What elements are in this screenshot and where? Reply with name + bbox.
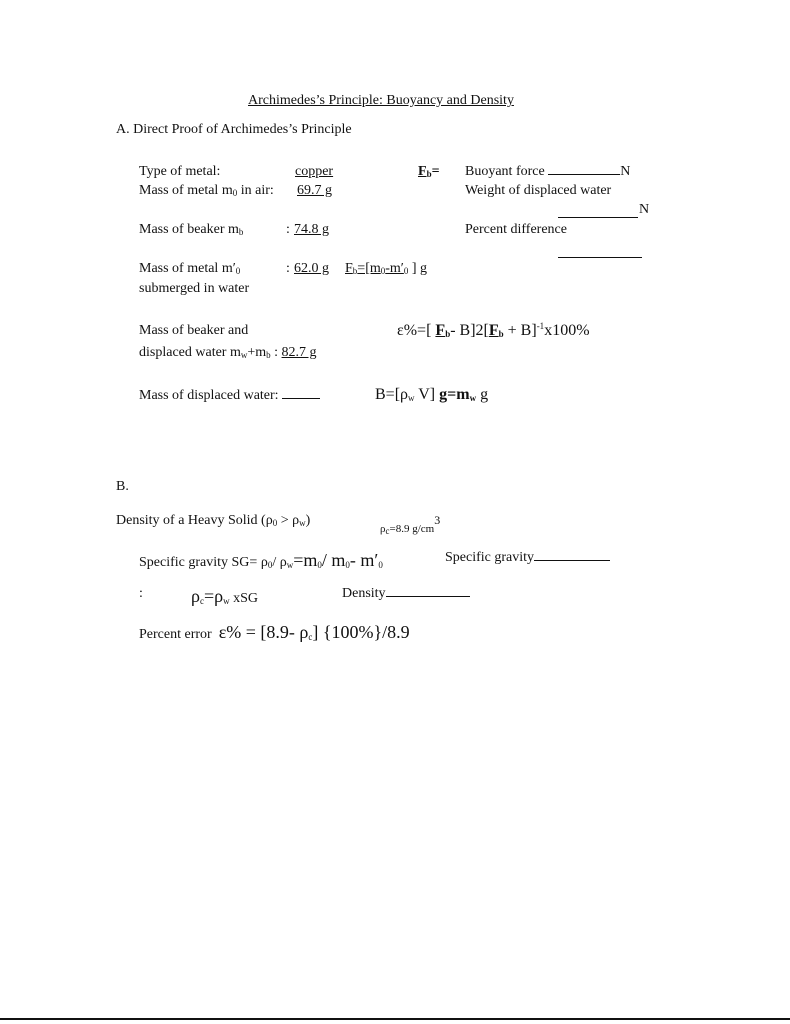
density-formula: ρc=ρw xSG [191, 586, 259, 606]
weight-displaced-unit: N [639, 202, 650, 217]
beaker-mass-label: Mass of beaker mb [139, 222, 244, 237]
weight-displaced-blank [558, 217, 638, 218]
epsilon-formula: ε%=[ Fb- $B]2[Fb + B]^{-1}x100\%$ [397, 321, 590, 339]
mass-in-air-value: 69.7 g [297, 183, 332, 198]
section-b-heading: B. [116, 479, 129, 494]
b-formula: B=[ρw V] g=mw g [375, 386, 489, 403]
displaced-water-label: Mass of displaced water: [139, 389, 320, 403]
weight-displaced-label: Weight of displaced water [465, 183, 612, 198]
colon-marker: : [139, 586, 143, 601]
beaker-mass-value: 74.8 g [294, 222, 329, 237]
rho-c-value: ρc=8.9 g/cm3 [380, 513, 441, 536]
heavy-solid-label: Density of a Heavy Solid (ρ0 > ρw) [116, 513, 311, 528]
buoyant-force-field: Buoyant force N [465, 164, 631, 179]
specific-gravity-field: Specific gravity [445, 551, 610, 565]
specific-gravity-formula: Specific gravity SG= ρ0/ ρw=m0/ m0- m′0 [139, 550, 383, 570]
density-field: Density [342, 587, 470, 601]
beaker-water-label: Mass of beaker and [139, 323, 249, 338]
submerged-mass-label: Mass of metal m′0 [139, 261, 241, 276]
submerged-mass-label-2: submerged in water [139, 281, 250, 296]
percent-error-row: Percent error ε% = [8.9- ρc] {100%}/8.9 [139, 622, 410, 642]
buoyant-force-formula: Fb=[m0-m′0 ] g [345, 261, 428, 276]
type-of-metal-value: copper [295, 164, 334, 179]
type-of-metal-label: Type of metal: [139, 164, 221, 179]
submerged-mass-colon: : [286, 261, 290, 276]
submerged-mass-value: 62.0 g [294, 261, 329, 276]
section-a-heading: A. Direct Proof of Archimedes’s Principle [116, 122, 352, 137]
mass-in-air-label: Mass of metal m0 in air: [139, 183, 274, 198]
beaker-water-label-2: displaced water mw+mb : 82.7 g [139, 345, 317, 360]
beaker-mass-colon: : [286, 222, 290, 237]
fb-heading: Fb= [418, 164, 440, 179]
percent-difference-blank [558, 257, 642, 258]
percent-difference-label: Percent difference [465, 222, 567, 237]
page-title: Archimedes’s Principle: Buoyancy and Density [248, 93, 514, 108]
page-bottom-border [0, 1018, 790, 1020]
